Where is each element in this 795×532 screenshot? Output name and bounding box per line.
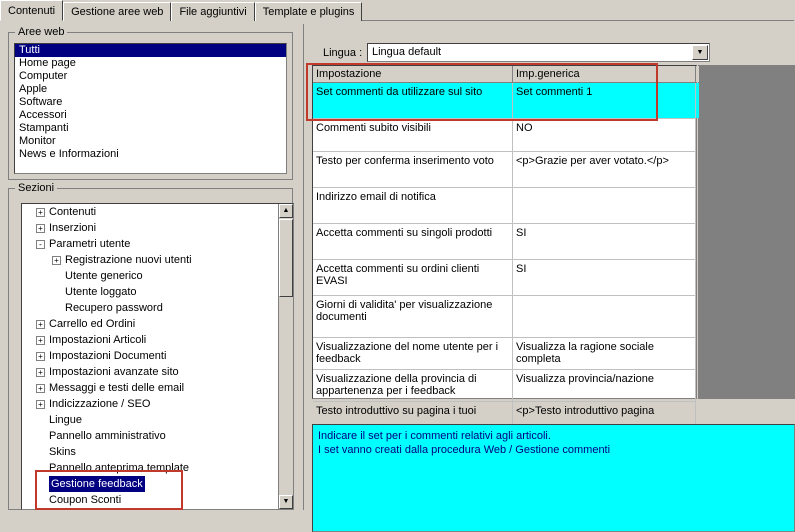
scroll-down-arrow[interactable]: ▼ xyxy=(279,495,293,509)
tree-node[interactable] xyxy=(22,364,280,380)
list-item[interactable]: Accessori xyxy=(19,109,67,121)
cell-impostazione[interactable]: Indirizzo email di notifica xyxy=(313,188,513,223)
cell-valore[interactable]: SI xyxy=(513,224,696,259)
list-item[interactable]: Monitor xyxy=(19,135,56,147)
grid-header-row xyxy=(313,66,696,83)
sezioni-tree[interactable] xyxy=(21,203,294,510)
tree-node-label: Lingue xyxy=(49,414,83,426)
list-item[interactable]: Software xyxy=(19,96,63,108)
tree-node[interactable] xyxy=(22,300,280,316)
cell-valore[interactable]: <p>Grazie per aver votato.</p> xyxy=(513,152,696,187)
tree-node[interactable] xyxy=(22,220,280,236)
tree-node-label: Messaggi e testi delle email xyxy=(49,382,185,394)
tab-label: Contenuti xyxy=(8,5,56,17)
tree-node-label: Recupero password xyxy=(65,302,163,314)
tree-node[interactable] xyxy=(22,492,280,508)
tree-node[interactable] xyxy=(22,284,280,300)
tree-node-label: Gestione feedback xyxy=(51,478,143,490)
grid-body xyxy=(313,83,696,434)
tree-node[interactable] xyxy=(22,316,280,332)
tree-node[interactable] xyxy=(22,444,280,460)
list-item[interactable]: Home page xyxy=(19,57,76,69)
tree-node-label: Impostazioni Documenti xyxy=(49,350,167,362)
tree-node-label: Carrello ed Ordini xyxy=(49,318,136,330)
cell-spacer xyxy=(696,260,699,295)
list-item[interactable]: Computer xyxy=(19,70,68,82)
table-row[interactable] xyxy=(313,296,696,338)
tree-node[interactable] xyxy=(22,396,280,412)
chevron-down-icon[interactable]: ▼ xyxy=(692,45,708,60)
cell-valore[interactable]: Visualizza la ragione sociale completa xyxy=(513,338,696,369)
tree-node[interactable] xyxy=(22,204,280,220)
list-item[interactable]: Tutti xyxy=(15,44,286,57)
aree-web-listbox[interactable] xyxy=(14,43,287,174)
grid-filler xyxy=(698,65,795,399)
cell-valore[interactable]: SI xyxy=(513,260,696,295)
language-selected-value: Lingua default xyxy=(372,46,442,58)
cell-spacer xyxy=(696,296,699,337)
tree-node[interactable] xyxy=(22,332,280,348)
cell-spacer xyxy=(696,224,699,259)
scroll-up-arrow[interactable]: ▲ xyxy=(279,204,293,218)
expand-icon[interactable]: + xyxy=(36,224,45,233)
tree-node[interactable] xyxy=(22,380,280,396)
help-line-1: Indicare il set per i commenti relativi agli articoli. xyxy=(318,430,551,442)
tree-node[interactable] xyxy=(22,460,280,476)
tree-node[interactable] xyxy=(22,412,280,428)
tree-node-label: Contenuti xyxy=(49,206,97,218)
collapse-icon[interactable]: - xyxy=(36,240,45,249)
table-row[interactable] xyxy=(313,119,696,152)
tree-node-label: Impostazioni avanzate sito xyxy=(49,366,179,378)
cell-spacer xyxy=(696,152,699,187)
tree-node[interactable] xyxy=(22,428,280,444)
tree-node-label: Coupon Sconti xyxy=(49,494,122,506)
settings-grid[interactable] xyxy=(312,65,697,417)
tree-node-label: Inserzioni xyxy=(49,222,97,234)
tree-vertical-scrollbar[interactable] xyxy=(278,204,293,509)
tab-template-e-plugins[interactable] xyxy=(255,2,363,21)
list-item[interactable]: Apple xyxy=(19,83,48,95)
table-row[interactable] xyxy=(313,83,696,119)
expand-icon[interactable]: + xyxy=(36,400,45,409)
cell-valore[interactable] xyxy=(513,188,696,223)
expand-icon[interactable]: + xyxy=(36,320,45,329)
settings-panel xyxy=(303,24,794,510)
table-row[interactable] xyxy=(313,224,696,260)
help-line-2: I set vanno creati dalla procedura Web / Gestione commenti xyxy=(318,444,611,456)
cell-impostazione[interactable]: Testo introduttivo su pagina i tuoi xyxy=(313,402,513,433)
tree-node-label: Impostazioni Articoli xyxy=(49,334,147,346)
help-info-box xyxy=(312,424,795,532)
tree-node[interactable] xyxy=(22,252,280,268)
aree-web-group-label: Aree web xyxy=(15,26,67,38)
sezioni-group-label: Sezioni xyxy=(15,182,57,194)
cell-impostazione[interactable]: Testo per conferma inserimento voto xyxy=(313,152,513,187)
language-label: Lingua : xyxy=(323,47,363,59)
expand-icon[interactable]: + xyxy=(36,352,45,361)
expand-icon[interactable]: + xyxy=(36,384,45,393)
expand-icon[interactable]: + xyxy=(52,256,61,265)
tree-content xyxy=(22,204,280,509)
grid-column-header-impostazione[interactable]: Impostazione xyxy=(313,66,513,82)
cell-impostazione[interactable]: Giorni di validita' per visualizzazione documenti xyxy=(313,296,513,337)
tab-gestione-aree-web[interactable] xyxy=(63,2,171,21)
tree-node-label: Parametri utente xyxy=(49,238,131,250)
cell-valore[interactable]: NO xyxy=(513,119,696,151)
tree-node[interactable] xyxy=(22,348,280,364)
cell-impostazione[interactable]: Accetta commenti su singoli prodotti xyxy=(313,224,513,259)
tree-node-label: Pannello amministrativo xyxy=(49,430,166,442)
cell-spacer xyxy=(696,188,699,223)
cell-spacer xyxy=(696,370,699,401)
grid-column-header-impgenerica[interactable]: Imp.generica xyxy=(513,66,696,82)
cell-valore[interactable]: Set commenti 1 xyxy=(513,83,696,118)
table-row[interactable] xyxy=(313,338,696,370)
grid-column-header-extra xyxy=(696,66,699,82)
expand-icon[interactable]: + xyxy=(36,208,45,217)
cell-impostazione[interactable]: Accetta commenti su ordini clienti EVASI xyxy=(313,260,513,295)
tab-label: File aggiuntivi xyxy=(179,6,247,18)
tree-node-label: Indicizzazione / SEO xyxy=(49,398,151,410)
tab-label: Template e plugins xyxy=(262,6,355,18)
table-row[interactable] xyxy=(313,260,696,296)
cell-spacer xyxy=(696,338,699,369)
list-item[interactable]: News e Informazioni xyxy=(19,148,119,160)
cell-valore[interactable] xyxy=(513,296,696,337)
tab-contenuti[interactable] xyxy=(0,0,63,21)
table-row[interactable] xyxy=(313,188,696,224)
tree-node-label: Utente loggato xyxy=(65,286,137,298)
tree-node[interactable] xyxy=(22,476,280,492)
cell-valore[interactable]: <p>Testo introduttivo pagina xyxy=(513,402,696,433)
cell-spacer xyxy=(696,83,699,118)
tree-node[interactable] xyxy=(22,268,280,284)
tab-file-aggiuntivi[interactable] xyxy=(171,2,254,21)
tree-node-label: Registrazione nuovi utenti xyxy=(65,254,192,266)
tree-node-label: Skins xyxy=(49,446,76,458)
tree-node-label: Pannello anteprima template xyxy=(49,462,190,474)
expand-icon[interactable]: + xyxy=(36,336,45,345)
table-row[interactable] xyxy=(313,370,696,402)
tab-label: Gestione aree web xyxy=(71,6,164,18)
table-row[interactable] xyxy=(313,152,696,188)
tree-node[interactable] xyxy=(22,236,280,252)
expand-icon[interactable]: + xyxy=(36,368,45,377)
main-tabstrip xyxy=(0,0,794,21)
cell-impostazione[interactable]: Commenti subito visibili xyxy=(313,119,513,151)
cell-spacer xyxy=(696,119,699,151)
cell-impostazione[interactable]: Visualizzazione del nome utente per i feedback xyxy=(313,338,513,369)
cell-impostazione[interactable]: Set commenti da utilizzare sul sito xyxy=(313,83,513,118)
cell-impostazione[interactable]: Visualizzazione della provincia di appartenenza per i feedback xyxy=(313,370,513,401)
tree-node-label: Utente generico xyxy=(65,270,143,282)
scroll-thumb[interactable] xyxy=(279,219,293,297)
language-combobox[interactable] xyxy=(367,43,710,62)
list-item[interactable]: Stampanti xyxy=(19,122,69,134)
cell-valore[interactable]: Visualizza provincia/nazione xyxy=(513,370,696,401)
